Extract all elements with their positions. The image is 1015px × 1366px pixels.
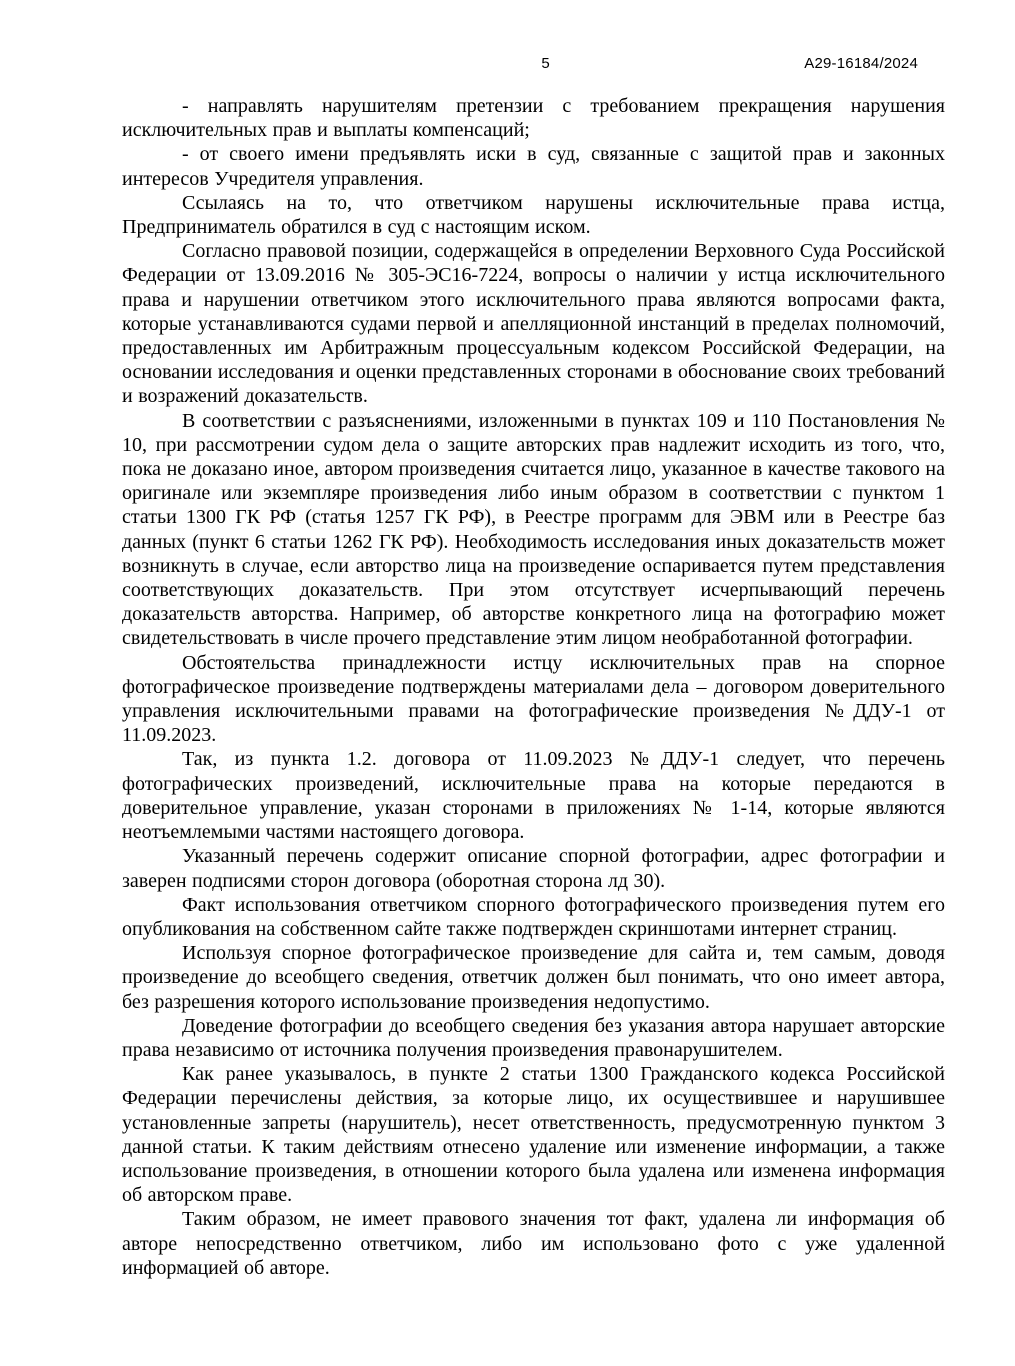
document-paragraph: Доведение фотографии до всеобщего сведения без указания автора нарушает авторские права независимо от источника получения произведения правонарушителем. xyxy=(122,1014,945,1061)
document-paragraph: Таким образом, не имеет правового значения тот факт, удалена ли информация об авторе непосредственно ответчиком, либо им использовано фото с уже удаленной информацией об авторе. xyxy=(122,1208,945,1279)
document-body xyxy=(122,94,945,1280)
document-paragraph: - направлять нарушителям претензии с требованием прекращения нарушения исключительных прав и выплаты компенсаций; xyxy=(122,95,945,142)
document-paragraph: В соответствии с разъяснениями, изложенными в пунктах 109 и 110 Постановления № 10, при рассмотрении судом дела о защите авторских прав надлежит исходить из того, что, пока не доказано иное, автором произведения считается лицо, указанное в качестве такового на оригинале или экземпляре произведения либо иным образом в соответствии с пунктом 1 статьи 1300 ГК РФ (статья 1257 ГК РФ), в Реестре программ для ЭВМ или в Реестре баз данных (пункт 6 статьи 1262 ГК РФ). Необходимость исследования иных доказательств может возникнуть в случае, если авторство лица на произведение оспаривается путем представления соответствующих доказательств. При этом отсутствует исчерпывающий перечень доказательств авторства. Например, об авторстве конкретного лица на фотографию может свидетельствовать в числе прочего представление этим лицом необработанной фотографии. xyxy=(122,409,945,650)
case-number: А29-16184/2024 xyxy=(804,55,918,72)
document-paragraph: Так, из пункта 1.2. договора от 11.09.2023 №ДДУ-1 следует, что перечень фотографических произведений, исключительные права на которые передаются в доверительное управление, указан сторонами в приложениях № 1-14, которые являются неотъемлемыми частями настоящего договора. xyxy=(122,748,945,844)
document-paragraph: Ссылаясь на то, что ответчиком нарушены исключительные права истца, Предприниматель обратился в суд с настоящим иском. xyxy=(122,191,945,239)
document-paragraph: Факт использования ответчиком спорного фотографического произведения путем его опубликования на собственном сайте также подтвержден скриншотами интернет страниц. xyxy=(122,893,945,940)
document-paragraph: Указанный перечень содержит описание спорной фотографии, адрес фотографии и заверен подписями сторон договора (оборотная сторона лд 30). xyxy=(122,845,945,892)
document-paragraph: Обстоятельства принадлежности истцу исключительных прав на спорное фотографическое произведение подтверждены материалами дела – договором доверительного управления исключительными правами на фотографические произведения №ДДУ-1 от 11.09.2023. xyxy=(122,651,945,747)
document-paragraph: Используя спорное фотографическое произведение для сайта и, тем самым, доводя произведение до всеобщего сведения, ответчик должен был понимать, что оно имеет автора, без разрешения которого использование произведения недопустимо. xyxy=(122,942,945,1013)
document-paragraph: Как ранее указывалось, в пункте 2 статьи 1300 Гражданского кодекса Российской Федерации перечислены действия, за которые лицо, их осуществившее и нарушившее установленные запреты (нарушитель), несет ответственность, предусмотренную пунктом 3 данной статьи. К таким действиям отнесено удаление или изменение информации, а также использование произведения, в отношении которого была удалена или изменена информация об авторском праве. xyxy=(122,1063,945,1207)
page-header xyxy=(122,55,945,75)
page-number: 5 xyxy=(541,55,550,72)
document-paragraph: - от своего имени предъявлять иски в суд, связанные с защитой прав и законных интересов Учредителя управления. xyxy=(122,143,945,190)
document-paragraph: Согласно правовой позиции, содержащейся в определении Верховного Суда Российской Федерации от 13.09.2016 № 305-ЭС16-7224, вопросы о наличии у истца исключительного права и нарушении ответчиком этого исключительного права являются вопросами факта, которые устанавливаются судами первой и апелляционной инстанций в пределах полномочий, предоставленных им Арбитражным процессуальным кодексом Российской Федерации, на основании исследования и оценки представленных сторонами в обоснование своих требований и возражений доказательств. xyxy=(122,240,945,408)
